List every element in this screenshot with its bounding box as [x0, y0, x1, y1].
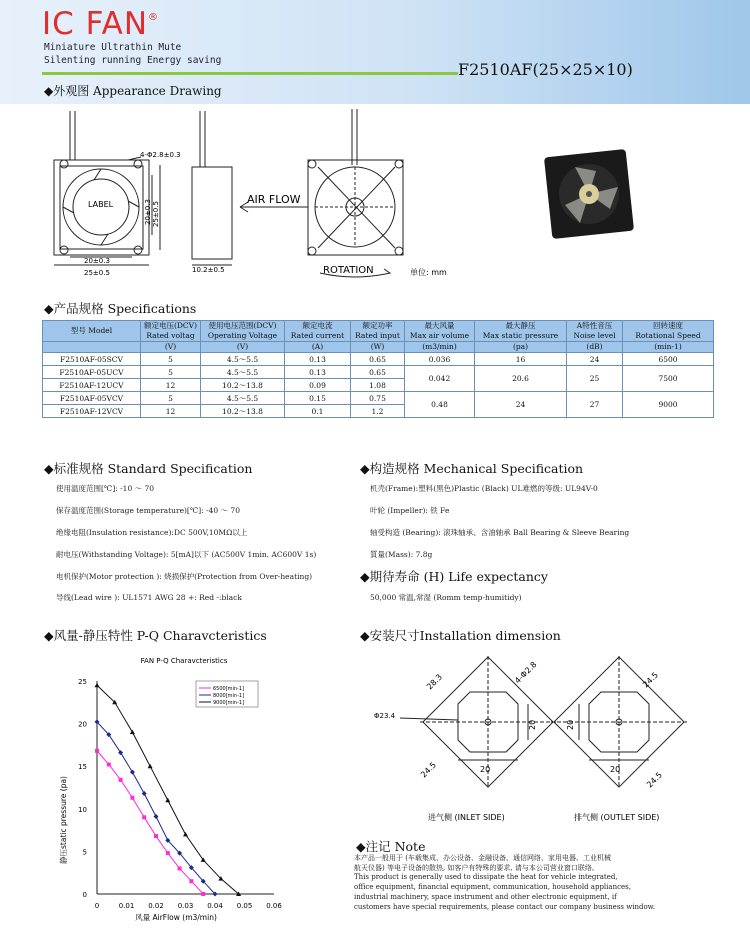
x-tick-label: 0.02	[148, 902, 164, 910]
dim-hole: 4-Φ2.8	[513, 659, 539, 686]
cell-model: F2510AF-12VCV	[43, 405, 141, 418]
brand-logo: IC FAN®	[42, 6, 160, 42]
cell: 1.08	[351, 379, 405, 392]
dim-diag: 28.3	[425, 672, 445, 692]
cell: 0.13	[285, 353, 351, 366]
unit-label: 单位: mm	[410, 268, 447, 277]
airflow-label: AIR FLOW	[247, 193, 301, 206]
dim-h25: 25±0.5	[152, 201, 160, 227]
cell: 0.09	[285, 379, 351, 392]
appearance-drawing	[40, 105, 720, 285]
fan-product-photo	[544, 149, 634, 239]
mechanical-line: 机壳(Frame):塑料(黑色)Plastic (Black) UL难燃的等级: UL94V-0	[370, 484, 598, 493]
section-title-standard: ◆标准规格 Standard Specification	[44, 461, 253, 476]
x-axis-label: 风量 AirFlow (m3/min)	[135, 913, 217, 922]
y-tick-label: 10	[78, 805, 87, 814]
inlet-label: 进气侧 (INLET SIDE)	[428, 813, 505, 822]
data-point	[189, 879, 193, 883]
section-title-specifications: ◆产品规格 Specifications	[44, 301, 197, 316]
data-point	[130, 796, 134, 800]
dim-20-out: 20	[610, 765, 621, 774]
cell: 4.5～5.5	[201, 366, 285, 379]
col-header: A特性音压 Noise level	[567, 321, 623, 342]
cell: 0.042	[405, 366, 475, 392]
dim-w20: 20±0.3	[84, 257, 110, 265]
unit-cell: (m3/min)	[405, 342, 475, 353]
series-line	[97, 722, 215, 894]
note-line: 航天仪器) 等电子设备的散热, 如客户有特殊的要求, 请与本公司营业窗口联络。	[354, 864, 599, 872]
section-title-install: ◆安装尺寸Installation dimension	[360, 628, 561, 643]
data-point	[95, 749, 99, 753]
col-header: 额定电压(DCV) Rated voltag	[141, 321, 201, 342]
data-point	[166, 851, 170, 855]
col-header: 额定功率 Rated input	[351, 321, 405, 342]
data-point	[183, 832, 188, 837]
x-tick-label: 0	[94, 902, 100, 910]
cell: 5	[141, 353, 201, 366]
data-point	[107, 762, 111, 766]
note-line: 本产品一般用于 (车载集成、办公设备、金融设备、通信网络、家用电器、工业机械	[354, 854, 611, 862]
cell: 16	[475, 353, 567, 366]
cell: 0.48	[405, 392, 475, 418]
unit-cell	[43, 342, 141, 353]
note-line: customers have special requirements, please contact our company business window.	[354, 903, 656, 911]
cell: 5	[141, 392, 201, 405]
standard-line: 绝缘电阻(Insulation resistance):DC 500V,10MΩ以上	[56, 528, 248, 537]
y-tick-label: 0	[82, 891, 87, 899]
col-header: 最大静压 Max static pressure	[475, 321, 567, 342]
table-row	[43, 392, 714, 405]
cell: 9000	[623, 392, 714, 418]
cell: 6500	[623, 353, 714, 366]
cell: 24	[567, 353, 623, 366]
data-point	[165, 798, 170, 803]
cell: 4.5～5.5	[201, 353, 285, 366]
cell-model: F2510AF-05VCV	[43, 392, 141, 405]
data-point	[201, 892, 205, 896]
cell: 24	[475, 392, 567, 418]
standard-line: 使用温度范围[℃]: -10 ～ 70	[56, 484, 155, 493]
dim-circle: Φ23.4	[374, 712, 396, 720]
y-axis-label: 静压static pressure (pa)	[59, 776, 68, 864]
x-tick-label: 0.03	[177, 902, 194, 910]
cell: 0.13	[285, 366, 351, 379]
divider	[42, 72, 458, 75]
installation-drawing	[360, 648, 710, 828]
y-tick-label: 20	[78, 720, 87, 729]
cell-model: F2510AF-05SCV	[43, 353, 141, 366]
data-point	[119, 778, 123, 782]
section-title-life: ◆期待寿命 (H) Life expectancy	[360, 569, 548, 584]
dim-20-out-side: 20	[566, 719, 575, 730]
dim-20: 20	[480, 765, 491, 774]
dim-depth: 10.2±0.5	[192, 266, 225, 274]
pq-chart	[44, 650, 334, 925]
mechanical-line: 轴受构造 (Bearing): 滚珠轴承、含油轴承 Ball Bearing & Sleeve Bearing	[370, 528, 630, 537]
data-point	[130, 770, 135, 775]
data-point	[142, 791, 147, 796]
x-tick-label: 0.04	[207, 902, 223, 910]
mechanical-line: 叶轮 (Impeller): 铁 Fe	[370, 506, 450, 515]
x-tick-label: 0.01	[118, 902, 135, 910]
cell: 0.036	[405, 353, 475, 366]
data-point	[148, 764, 153, 769]
dim-24-5-out: 24.5	[641, 670, 661, 690]
data-point	[178, 866, 182, 870]
unit-cell: (dB)	[567, 342, 623, 353]
unit-cell: (V)	[141, 342, 201, 353]
dim-h20: 20±0.3	[144, 199, 152, 225]
cell: 27	[567, 392, 623, 418]
tagline: Miniature Ultrathin Mute	[44, 42, 182, 53]
section-title-pq: ◆风量-静压特性 P-Q Charavcteristics	[44, 628, 267, 643]
unit-cell: (A)	[285, 342, 351, 353]
cell: 0.65	[351, 366, 405, 379]
note-line: industrial machinery, space instrument and other electronic equipment, if	[354, 893, 617, 901]
dim-w25: 25±0.5	[84, 269, 110, 277]
legend-label: 8000[min-1]	[213, 693, 245, 699]
unit-cell: (pa)	[475, 342, 567, 353]
tagline: Silenting running Energy saving	[44, 55, 222, 66]
series-line	[97, 685, 239, 894]
unit-cell: (min-1)	[623, 342, 714, 353]
data-point	[154, 834, 158, 838]
cell: 12	[141, 405, 201, 418]
note-line: This product is generally used to dissipate the heat for vehicle integrated,	[354, 873, 618, 881]
dim-hole: 4-Φ2.8±0.3	[140, 151, 181, 159]
cell: 5	[141, 366, 201, 379]
life-text: 50,000 常温,常湿 (Romm temp-humitidy)	[370, 593, 522, 602]
cell: 0.65	[351, 353, 405, 366]
cell: 7500	[623, 366, 714, 392]
col-header: 型号 Model	[43, 321, 141, 342]
col-header: 回转速度 Rotational Speed	[623, 321, 714, 342]
cell: 10.2～13.8	[201, 379, 285, 392]
series-line	[97, 751, 203, 894]
cell: 12	[141, 379, 201, 392]
data-point	[142, 815, 146, 819]
outlet-label: 排气侧 (OUTLET SIDE)	[574, 813, 660, 822]
data-point	[95, 683, 100, 688]
cell-model: F2510AF-12UCV	[43, 379, 141, 392]
specifications-table	[42, 320, 714, 418]
label-text: LABEL	[88, 200, 114, 209]
standard-line: 电机保护(Motor protection ): 烧损保护(Protection from Over-heating)	[56, 572, 313, 581]
section-title-note: ◆注记 Note	[356, 839, 426, 854]
dim-20-side: 20	[528, 719, 537, 730]
col-header: 额定电流 Rated current	[285, 321, 351, 342]
table-row	[43, 366, 714, 379]
chart-title: FAN P-Q Charavcteristics	[140, 657, 228, 665]
unit-cell: (W)	[351, 342, 405, 353]
cell: 0.75	[351, 392, 405, 405]
data-point	[130, 730, 135, 735]
data-point	[154, 814, 159, 819]
rotation-label: ROTATION	[323, 265, 374, 276]
y-tick-label: 25	[78, 678, 87, 686]
y-tick-label: 5	[82, 848, 87, 857]
cell: 4.5～5.5	[201, 392, 285, 405]
standard-line: 保存温度范围(Storage temperature)[℃]: -40 ～ 70	[56, 506, 240, 515]
cell: 1.2	[351, 405, 405, 418]
cell: 25	[567, 366, 623, 392]
dim-24-5: 24.5	[419, 760, 439, 780]
y-tick-label: 15	[78, 763, 87, 772]
legend-label: 6500[min-1]	[213, 686, 245, 692]
dim-24-5-out2: 24.5	[645, 770, 665, 790]
x-tick-label: 0.06	[266, 902, 282, 910]
section-title-appearance: ◆外观图 Appearance Drawing	[44, 84, 222, 98]
unit-cell: (V)	[201, 342, 285, 353]
model-title: F2510AF(25×25×10)	[458, 60, 633, 79]
col-header: 最大风量 Max air volume	[405, 321, 475, 342]
standard-line: 导线(Lead wire ): UL1571 AWG 28 +: Red -:black	[56, 593, 242, 602]
standard-line: 耐电压(Withstanding Voltage): 5[mA]以下 (AC500V 1min. AC600V 1s)	[56, 550, 317, 559]
col-header: 使用电压范围(DCV) Operating Voltage	[201, 321, 285, 342]
note-line: office equipment, financial equipment, communication, household appliances,	[354, 883, 631, 891]
mechanical-line: 質量(Mass): 7.8g	[370, 550, 433, 559]
cell: 0.1	[285, 405, 351, 418]
cell: 0.15	[285, 392, 351, 405]
cell: 10.2～13.8	[201, 405, 285, 418]
legend-label: 9000[min-1]	[213, 700, 245, 706]
x-tick-label: 0.05	[236, 902, 253, 910]
table-row	[43, 353, 714, 366]
cell: 20.6	[475, 366, 567, 392]
section-title-mechanical: ◆构造规格 Mechanical Specification	[360, 461, 584, 476]
cell-model: F2510AF-05UCV	[43, 366, 141, 379]
header-banner	[0, 0, 750, 104]
